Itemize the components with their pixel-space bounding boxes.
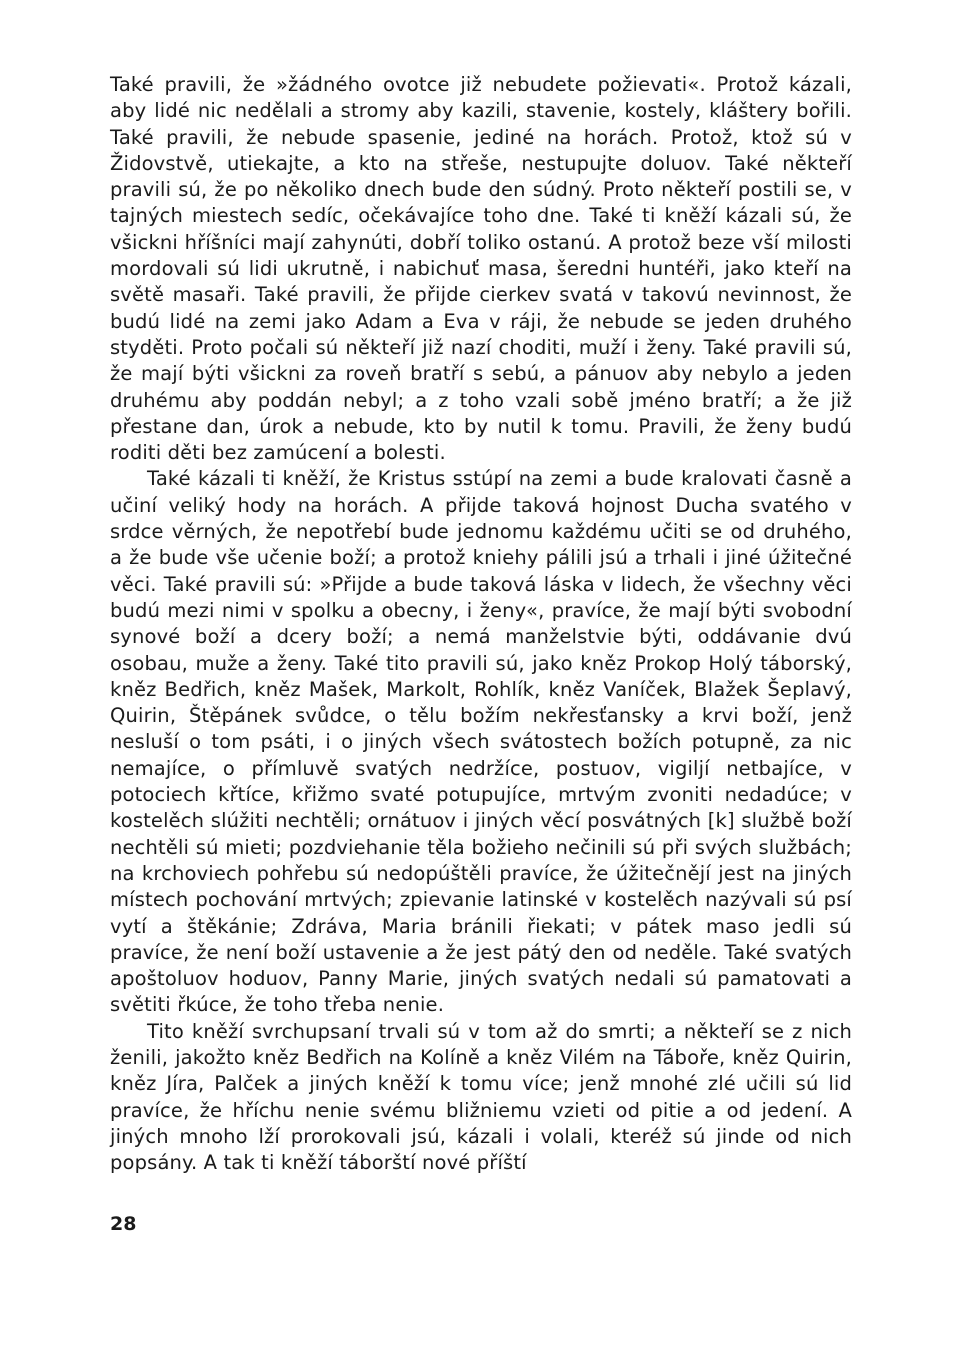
- body-text: [110, 72, 852, 1176]
- paragraph-3: Tito kněží svrchupsaní trvali sú v tom až do smrti; a někteří se z nich ženili, jakožto kněz Bedřich na Kolíně a kněz Vilém na Táboře, kněz Quirin, kněz Jíra, Palček a jiných kněží k tomu více; jenž mnohé zlé učili sú lid pravíce, že hříchu nenie svému bližniemu vzieti od pitie a od jedení. A jiných mnoho lží prorokovali jsú, kázali i volali, kteréž sú jinde od nich popsány. A tak ti kněží táborští nové příští: [110, 1019, 852, 1175]
- paragraph-1: Také pravili, že »žádného ovotce již nebudete požievati«. Protož kázali, aby lidé nic nedělali a stromy aby kazili, stavenie, kostely, kláštery bořili. Také pravili, že nebude spasenie, jediné na horách. Protož, ktož sú v Židovstvě, utiekajte, a kto na střeše, nestupujte doluov. Také někteří pravili sú, že po několiko dnech bude den súdný. Proto někteří postili se, v tajných miestech sedíc, očekávajíce toho dne. Také ti kněží kázali sú, že všickni hříšníci mají zahynúti, dobří toliko ostanú. A protož beze vší milosti mordovali sú lidi ukrutně, i nabichuť masa, šeredni huntéři, jako kteří na světě masaři. Také pravili, že přijde cierkev svatá v takovú nevinnost, že budú lidé na zemi jako Adam a Eva v ráji, že nebude se jeden druhého styděti. Proto počali sú někteří již nazí choditi, muží i ženy. Také pravili sú, že mají býti všickni za roveň bratří s sebú, a pánuov aby nebylo a jeden druhému aby poddán nebyl; a z toho vzali sobě jméno bratří; a že již přestane dan, úrok a nebude, kto by nutil k tomu. Pravili, že ženy budú roditi děti bez zamúcení a bolesti.: [110, 73, 852, 465]
- paragraph-2: Také kázali ti kněží, že Kristus sstúpí na zemi a bude kralovati časně a učiní veliký hody na horách. A přijde taková hojnost Ducha svatého v srdce věrných, že nepotřebí bude jednomu každému učiti se od druhého, a že bude vše učenie boží; a protož kniehy pálili jsú a trhali i jiné úžitečné věci. Také pravili sú: »Přijde a bude taková láska v lidech, že všechny věci budú mezi nimi v spolku a obecny, i ženy«, pravíce, že mají býti svobodní synové boží a dcery boží; a nemá manželstvie býti, oddávanie dvú osobau, muže a ženy. Také tito pravili sú, jako kněz Prokop Holý táborský, kněz Bedřich, kněz Mašek, Markolt, Rohlík, kněz Vaníček, Blažek Šeplavý, Quirin, Štěpánek svůdce, o tělu božím nekřesťansky a krvi boží, jenž nesluší o tom psáti, i o jiných všech svátostech božích potupně, za nic nemajíce, o přímluvě svatých nedržíce, postuov, vigiljí netbajíce, v potociech křtíce, křižmo svaté potupujíce, mrtvým zvoniti nedadúce; v kostelěch slúžiti nechtěli; ornátuov i jiných věcí posvátných [k] službě boží nechtěli sú mieti; pozdviehanie těla božieho nečinili sú při svých službách; na krchoviech pohřebu sú nedopúštěli pravíce, že úžitečnějí jest na jiných místech pochování mrtvých; zpievanie latinské v kostelěch nazývali sú psí vytí a štěkánie; Zdráva, Maria bránili řiekati; v pátek maso jedli sú pravíce, že není boží ustavenie a že jest pátý den od neděle. Také svatých apoštoluov hoduov, Panny Marie, jiných svatých nedali sú pamatovati a světiti řkúce, že toho třeba nenie.: [110, 467, 852, 1017]
- page-number: 28: [110, 1213, 137, 1235]
